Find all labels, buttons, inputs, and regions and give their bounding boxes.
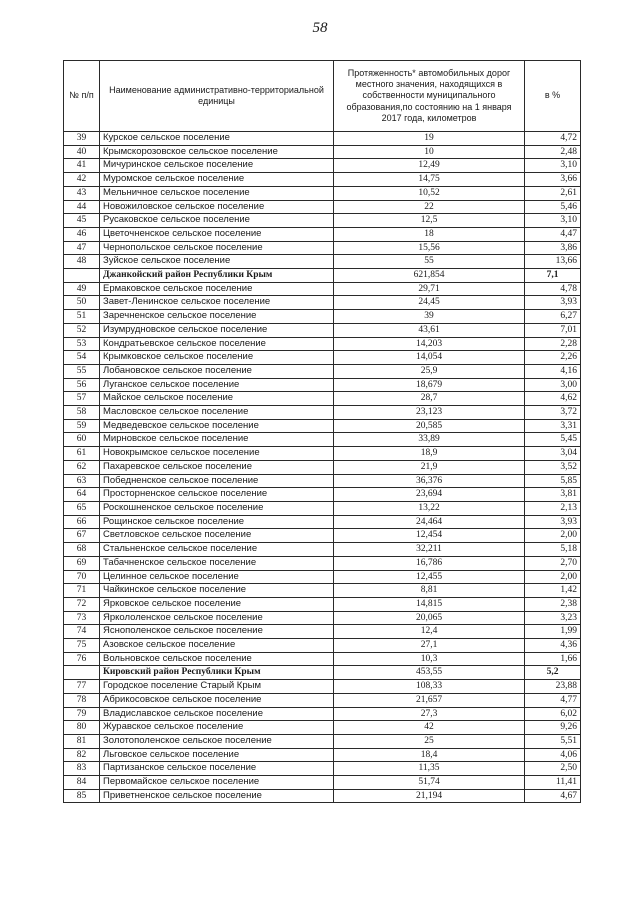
cell-name: Масловское сельское поселение [100, 406, 334, 420]
cell-name: Просторненское сельское поселение [100, 488, 334, 502]
header-percent: в % [525, 61, 581, 132]
table-body [64, 132, 581, 803]
cell-name: Яркололенское сельское поселение [100, 611, 334, 625]
cell-percent: 4,06 [525, 748, 581, 762]
cell-length: 14,815 [334, 597, 525, 611]
cell-percent: 3,66 [525, 173, 581, 187]
cell-percent: 5,45 [525, 433, 581, 447]
cell-number: 60 [64, 433, 100, 447]
cell-number: 49 [64, 282, 100, 296]
table-row [64, 337, 581, 351]
cell-name: Заречненское сельское поселение [100, 310, 334, 324]
cell-percent: 4,78 [525, 282, 581, 296]
cell-length: 10,52 [334, 186, 525, 200]
cell-percent: 4,72 [525, 132, 581, 146]
cell-number: 61 [64, 447, 100, 461]
cell-name: Русаковское сельское поселение [100, 214, 334, 228]
cell-name: Майское сельское поселение [100, 392, 334, 406]
cell-name: Вольновское сельское поселение [100, 652, 334, 666]
table-row [64, 625, 581, 639]
cell-length: 8,81 [334, 584, 525, 598]
table-row [64, 584, 581, 598]
cell-number: 70 [64, 570, 100, 584]
cell-number: 82 [64, 748, 100, 762]
table-row [64, 419, 581, 433]
cell-length: 108,33 [334, 680, 525, 694]
table-header-row [64, 61, 581, 132]
cell-name: Курское сельское поселение [100, 132, 334, 146]
table-row [64, 241, 581, 255]
cell-length: 23,123 [334, 406, 525, 420]
table-row [64, 364, 581, 378]
cell-percent: 2,26 [525, 351, 581, 365]
cell-name: Золотополенское сельское поселение [100, 734, 334, 748]
table-row [64, 611, 581, 625]
cell-name: Муромское сельское поселение [100, 173, 334, 187]
cell-length: 10,3 [334, 652, 525, 666]
table-row [64, 639, 581, 653]
cell-number: 44 [64, 200, 100, 214]
cell-name: Табачненское сельское поселение [100, 556, 334, 570]
table-row [64, 132, 581, 146]
roads-table [63, 60, 581, 803]
cell-number: 53 [64, 337, 100, 351]
cell-name: Городское поселение Старый Крым [100, 680, 334, 694]
cell-number: 43 [64, 186, 100, 200]
table-row [64, 392, 581, 406]
cell-length: 25 [334, 734, 525, 748]
cell-length: 13,22 [334, 501, 525, 515]
table-row [64, 145, 581, 159]
cell-percent: 5,51 [525, 734, 581, 748]
cell-percent: 2,38 [525, 597, 581, 611]
table-row [64, 351, 581, 365]
table-row [64, 433, 581, 447]
cell-number [64, 666, 100, 680]
table-row [64, 159, 581, 173]
cell-percent: 7,1 [525, 269, 581, 283]
cell-percent: 5,85 [525, 474, 581, 488]
cell-name: Медведевское сельское поселение [100, 419, 334, 433]
cell-number [64, 269, 100, 283]
cell-percent: 3,86 [525, 241, 581, 255]
cell-number: 74 [64, 625, 100, 639]
cell-number: 80 [64, 721, 100, 735]
cell-percent: 2,70 [525, 556, 581, 570]
table-row [64, 214, 581, 228]
header-length: Протяженность* автомобильных дорог местного значения, находящихся в собственности муниципального образования,по состоянию на 1 января 2017 года, километров [334, 61, 525, 132]
cell-number: 50 [64, 296, 100, 310]
cell-number: 81 [64, 734, 100, 748]
cell-percent: 5,46 [525, 200, 581, 214]
cell-length: 16,786 [334, 556, 525, 570]
cell-length: 20,065 [334, 611, 525, 625]
cell-number: 45 [64, 214, 100, 228]
cell-name: Первомайское сельское поселение [100, 776, 334, 790]
cell-percent: 6,27 [525, 310, 581, 324]
cell-length: 24,45 [334, 296, 525, 310]
cell-percent: 2,00 [525, 529, 581, 543]
table-row [64, 762, 581, 776]
page-number: 58 [312, 20, 328, 36]
header-name: Наименование административно-территориальной единицы [100, 61, 334, 132]
cell-number: 51 [64, 310, 100, 324]
cell-length: 28,7 [334, 392, 525, 406]
table-row [64, 200, 581, 214]
cell-percent: 4,77 [525, 693, 581, 707]
header-number: № п/п [64, 61, 100, 132]
cell-name: Луганское сельское поселение [100, 378, 334, 392]
table-row [64, 529, 581, 543]
cell-percent: 3,93 [525, 515, 581, 529]
cell-name: Роскошненское сельское поселение [100, 501, 334, 515]
table-row [64, 652, 581, 666]
cell-percent: 4,67 [525, 789, 581, 803]
cell-number: 69 [64, 556, 100, 570]
cell-name: Азовское сельское поселение [100, 639, 334, 653]
cell-percent: 3,00 [525, 378, 581, 392]
cell-number: 75 [64, 639, 100, 653]
cell-length: 25,9 [334, 364, 525, 378]
cell-name: Чайкинское сельское поселение [100, 584, 334, 598]
cell-percent: 4,36 [525, 639, 581, 653]
cell-length: 51,74 [334, 776, 525, 790]
cell-percent: 1,99 [525, 625, 581, 639]
cell-name: Мельничное сельское поселение [100, 186, 334, 200]
cell-percent: 3,31 [525, 419, 581, 433]
table-row [64, 734, 581, 748]
table-row [64, 515, 581, 529]
cell-name: Крымковское сельское поселение [100, 351, 334, 365]
cell-name: Мирновское сельское поселение [100, 433, 334, 447]
cell-name: Абрикосовское сельское поселение [100, 693, 334, 707]
cell-name: Светловское сельское поселение [100, 529, 334, 543]
table-row [64, 378, 581, 392]
cell-name: Зуйское сельское поселение [100, 255, 334, 269]
table-row [64, 776, 581, 790]
cell-length: 27,3 [334, 707, 525, 721]
cell-length: 33,89 [334, 433, 525, 447]
cell-number: 64 [64, 488, 100, 502]
table-row [64, 488, 581, 502]
cell-length: 21,194 [334, 789, 525, 803]
table-row [64, 227, 581, 241]
cell-percent: 7,01 [525, 323, 581, 337]
cell-number: 73 [64, 611, 100, 625]
cell-percent: 3,72 [525, 406, 581, 420]
cell-name: Ярковское сельское поселение [100, 597, 334, 611]
cell-length: 22 [334, 200, 525, 214]
cell-length: 21,9 [334, 460, 525, 474]
cell-name: Партизанское сельское поселение [100, 762, 334, 776]
cell-number: 68 [64, 543, 100, 557]
cell-length: 19 [334, 132, 525, 146]
cell-name: Завет-Ленинское сельское поселение [100, 296, 334, 310]
cell-name: Кондратьевское сельское поселение [100, 337, 334, 351]
table-row [64, 255, 581, 269]
cell-name: Чернопольское сельское поселение [100, 241, 334, 255]
cell-number: 77 [64, 680, 100, 694]
table-row [64, 310, 581, 324]
cell-number: 42 [64, 173, 100, 187]
cell-number: 63 [64, 474, 100, 488]
cell-percent: 4,62 [525, 392, 581, 406]
cell-name: Цветочненское сельское поселение [100, 227, 334, 241]
cell-number: 71 [64, 584, 100, 598]
cell-number: 57 [64, 392, 100, 406]
table-row [64, 748, 581, 762]
table-row [64, 282, 581, 296]
cell-length: 18,4 [334, 748, 525, 762]
cell-name: Льговское сельское поселение [100, 748, 334, 762]
cell-name: Новокрымское сельское поселение [100, 447, 334, 461]
table-row [64, 597, 581, 611]
cell-length: 32,211 [334, 543, 525, 557]
cell-number: 66 [64, 515, 100, 529]
cell-length: 12,454 [334, 529, 525, 543]
cell-length: 14,203 [334, 337, 525, 351]
cell-length: 453,55 [334, 666, 525, 680]
cell-length: 14,054 [334, 351, 525, 365]
table-row [64, 556, 581, 570]
cell-name: Целинное сельское поселение [100, 570, 334, 584]
cell-number: 48 [64, 255, 100, 269]
cell-length: 18,9 [334, 447, 525, 461]
table-row [64, 173, 581, 187]
cell-number: 40 [64, 145, 100, 159]
cell-number: 54 [64, 351, 100, 365]
cell-number: 47 [64, 241, 100, 255]
cell-name: Кировский район Республики Крым [100, 666, 334, 680]
cell-length: 12,49 [334, 159, 525, 173]
cell-length: 29,71 [334, 282, 525, 296]
cell-length: 18 [334, 227, 525, 241]
table-row [64, 501, 581, 515]
cell-percent: 9,26 [525, 721, 581, 735]
cell-number: 67 [64, 529, 100, 543]
cell-percent: 1,66 [525, 652, 581, 666]
cell-length: 24,464 [334, 515, 525, 529]
cell-length: 12,4 [334, 625, 525, 639]
cell-percent: 3,93 [525, 296, 581, 310]
table-row [64, 570, 581, 584]
cell-length: 14,75 [334, 173, 525, 187]
cell-length: 27,1 [334, 639, 525, 653]
table-row [64, 323, 581, 337]
cell-length: 20,585 [334, 419, 525, 433]
cell-percent: 3,10 [525, 214, 581, 228]
cell-length: 15,56 [334, 241, 525, 255]
cell-name: Владиславское сельское поселение [100, 707, 334, 721]
cell-length: 23,694 [334, 488, 525, 502]
cell-number: 56 [64, 378, 100, 392]
table-row [64, 693, 581, 707]
cell-name: Журавское сельское поселение [100, 721, 334, 735]
cell-name: Приветненское сельское поселение [100, 789, 334, 803]
table-row [64, 460, 581, 474]
cell-number: 72 [64, 597, 100, 611]
cell-number: 58 [64, 406, 100, 420]
cell-percent: 11,41 [525, 776, 581, 790]
cell-name: Стальненское сельское поселение [100, 543, 334, 557]
table-row [64, 543, 581, 557]
cell-number: 59 [64, 419, 100, 433]
cell-percent: 3,81 [525, 488, 581, 502]
cell-name: Яснополенское сельское поселение [100, 625, 334, 639]
cell-percent: 2,00 [525, 570, 581, 584]
cell-name: Рощинское сельское поселение [100, 515, 334, 529]
cell-name: Лобановское сельское поселение [100, 364, 334, 378]
cell-length: 42 [334, 721, 525, 735]
cell-length: 55 [334, 255, 525, 269]
table-row [64, 789, 581, 803]
cell-length: 18,679 [334, 378, 525, 392]
cell-number: 39 [64, 132, 100, 146]
cell-percent: 23,88 [525, 680, 581, 694]
cell-percent: 4,47 [525, 227, 581, 241]
table-row [64, 707, 581, 721]
cell-number: 46 [64, 227, 100, 241]
cell-number: 62 [64, 460, 100, 474]
cell-name: Ермаковское сельское поселение [100, 282, 334, 296]
cell-number: 79 [64, 707, 100, 721]
cell-length: 12,5 [334, 214, 525, 228]
cell-percent: 3,23 [525, 611, 581, 625]
cell-length: 11,35 [334, 762, 525, 776]
table-row [64, 447, 581, 461]
district-total-row [64, 269, 581, 283]
cell-length: 36,376 [334, 474, 525, 488]
cell-percent: 5,18 [525, 543, 581, 557]
cell-percent: 5,2 [525, 666, 581, 680]
cell-length: 621,854 [334, 269, 525, 283]
district-total-row [64, 666, 581, 680]
table-row [64, 406, 581, 420]
cell-percent: 2,28 [525, 337, 581, 351]
cell-percent: 2,13 [525, 501, 581, 515]
cell-number: 55 [64, 364, 100, 378]
cell-name: Победненское сельское поселение [100, 474, 334, 488]
cell-percent: 3,52 [525, 460, 581, 474]
cell-percent: 3,10 [525, 159, 581, 173]
cell-percent: 1,42 [525, 584, 581, 598]
cell-number: 78 [64, 693, 100, 707]
cell-length: 12,455 [334, 570, 525, 584]
cell-percent: 2,61 [525, 186, 581, 200]
table-row [64, 296, 581, 310]
cell-name: Крымскорозовское сельское поселение [100, 145, 334, 159]
cell-percent: 2,48 [525, 145, 581, 159]
cell-length: 39 [334, 310, 525, 324]
cell-name: Мичуринское сельское поселение [100, 159, 334, 173]
table-row [64, 680, 581, 694]
cell-name: Новожиловское сельское поселение [100, 200, 334, 214]
cell-percent: 13,66 [525, 255, 581, 269]
cell-percent: 4,16 [525, 364, 581, 378]
cell-name: Пахаревское сельское поселение [100, 460, 334, 474]
cell-name: Изумрудновское сельское поселение [100, 323, 334, 337]
cell-number: 41 [64, 159, 100, 173]
table-row [64, 721, 581, 735]
cell-percent: 2,50 [525, 762, 581, 776]
table-row [64, 186, 581, 200]
cell-percent: 3,04 [525, 447, 581, 461]
cell-length: 21,657 [334, 693, 525, 707]
cell-number: 85 [64, 789, 100, 803]
cell-length: 10 [334, 145, 525, 159]
cell-number: 83 [64, 762, 100, 776]
cell-number: 84 [64, 776, 100, 790]
cell-number: 52 [64, 323, 100, 337]
cell-percent: 6,02 [525, 707, 581, 721]
cell-number: 65 [64, 501, 100, 515]
cell-name: Джанкойский район Республики Крым [100, 269, 334, 283]
table-row [64, 474, 581, 488]
cell-number: 76 [64, 652, 100, 666]
cell-length: 43,61 [334, 323, 525, 337]
